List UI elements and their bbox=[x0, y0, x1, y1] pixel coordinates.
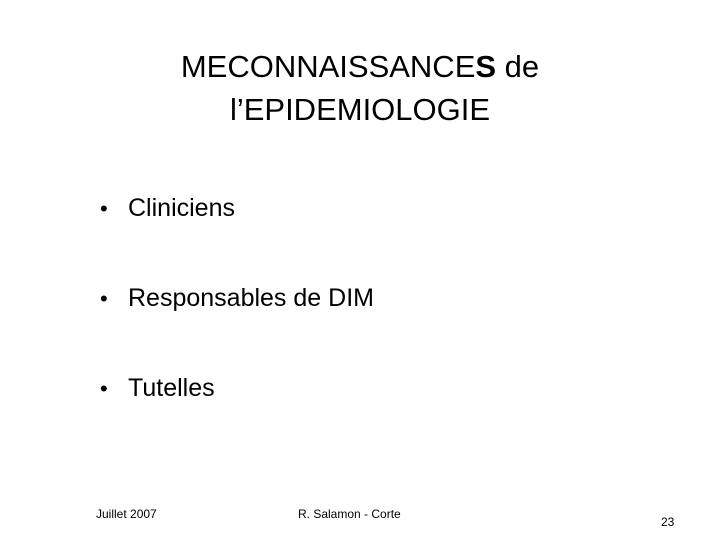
bullet-marker: • bbox=[100, 376, 108, 401]
footer-date: Juillet 2007 bbox=[96, 507, 157, 521]
title-line-2: l’EPIDEMIOLOGIE bbox=[229, 91, 491, 127]
bullet-label: Responsables de DIM bbox=[128, 284, 374, 312]
bullet-label: Tutelles bbox=[128, 374, 215, 402]
bullet-marker: • bbox=[100, 286, 108, 311]
slide-title bbox=[60, 45, 660, 131]
bullet-item-cliniciens bbox=[100, 186, 374, 231]
title-line-1-bold-letter: S bbox=[475, 48, 497, 84]
bullet-item-tutelles bbox=[100, 366, 374, 411]
bullet-label: Cliniciens bbox=[128, 194, 235, 222]
title-line-1-rest: de bbox=[496, 48, 540, 84]
title-line-1 bbox=[60, 45, 660, 88]
bullet-item-responsables bbox=[100, 276, 374, 321]
bullet-list bbox=[100, 186, 374, 411]
footer-page-number: 23 bbox=[661, 515, 675, 529]
footer-author: R. Salamon - Corte bbox=[298, 507, 401, 521]
title-line-1-main: MECONNAISSANCE bbox=[180, 48, 476, 84]
bullet-marker: • bbox=[100, 196, 108, 221]
